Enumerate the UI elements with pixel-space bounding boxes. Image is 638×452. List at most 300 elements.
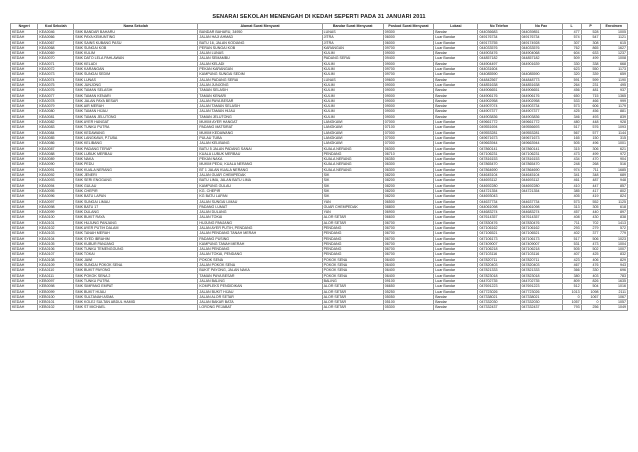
table-cell: JALAN ALOR SETAR — [198, 294, 322, 299]
table-cell: 044702735 — [520, 278, 562, 283]
table-cell: KEDAH — [11, 278, 38, 283]
table-cell: 948 — [600, 178, 627, 183]
table-cell: ALOR SETAR — [322, 289, 383, 294]
table-cell: 502 — [581, 247, 600, 252]
table-cell: KULIM — [322, 72, 383, 77]
table-cell: 06500 — [383, 199, 434, 204]
table-cell: JALAN PENDANG — [198, 247, 322, 252]
table-cell: 248 — [562, 162, 581, 167]
table-row — [11, 305, 628, 310]
table-cell: BATU LIMA, JALAN BATU LIMA — [198, 178, 322, 183]
table-cell: PENDANG — [322, 252, 383, 257]
table-cell: TAMAN SELASIH — [198, 88, 322, 93]
table-cell: Luar Bandar — [434, 268, 478, 273]
table-cell: 044906651 — [520, 88, 562, 93]
table-cell: 476 — [581, 263, 600, 268]
table-cell: 044085590 — [478, 72, 520, 77]
table-cell: 049553281 — [478, 130, 520, 135]
table-cell: SMK TOKAI — [74, 252, 198, 257]
table-cell: 377 — [581, 231, 600, 236]
table-cell: 857 — [600, 183, 627, 188]
table-cell: KEDAH — [11, 151, 38, 156]
table-cell: 440 — [581, 210, 600, 215]
table-cell: JALAN TAMAN HIJAU — [198, 109, 322, 114]
table-cell: JALAN BUKIT HIJAU — [198, 289, 322, 294]
table-cell: 09000 — [383, 61, 434, 66]
table-cell: 044904497 — [478, 61, 520, 66]
table-cell: 493 — [581, 114, 600, 119]
table-cell: 1005 — [600, 30, 627, 35]
table-cell: SMK KEDAWANG — [74, 130, 198, 135]
table-cell: Bandar — [434, 51, 478, 56]
table-cell: BUKIT PAYONG, JALAN NAKA — [198, 268, 322, 273]
document-title: SENARAI SEKOLAH MENENGAH DI KEDAH SEPERTI PADA 31 JANUARI 2011 — [212, 14, 426, 20]
table-cell: KUALA LUBUK MERBAU — [198, 151, 322, 156]
table-cell: 05250 — [383, 289, 434, 294]
table-cell: 330 — [562, 61, 581, 66]
table-cell: JITRA — [322, 35, 383, 40]
table-cell: KEDAH — [11, 135, 38, 140]
table-cell: 618 — [600, 204, 627, 209]
table-cell: KEDAH — [11, 178, 38, 183]
table-cell: 456 — [562, 88, 581, 93]
table-cell: 049553281 — [520, 130, 562, 135]
table-cell: Luar Bandar — [434, 82, 478, 87]
table-cell: 974 — [562, 167, 581, 172]
table-cell: KOMPLEKS PENDIDIKAN — [198, 284, 322, 289]
table-cell: 1049 — [600, 305, 627, 310]
table-cell: PENDANG — [322, 151, 383, 156]
table-cell: 05050 — [383, 294, 434, 299]
table-cell: 08200 — [383, 173, 434, 178]
table-cell: 047409007 — [478, 241, 520, 246]
table-cell: 423 — [562, 257, 581, 262]
table-cell: 047106521 — [520, 231, 562, 236]
table-cell: 044721354 — [520, 188, 562, 193]
table-cell: 044033576 — [520, 45, 562, 50]
table-cell: 09000 — [383, 51, 434, 56]
table-cell: 047823018 — [478, 273, 520, 278]
table-cell: 1016 — [600, 284, 627, 289]
table-cell: 06700 — [383, 236, 434, 241]
table-cell: KEDAH — [11, 167, 38, 172]
table-cell: Bandar — [434, 104, 478, 109]
table-cell: LANGKAWI — [322, 141, 383, 146]
table-cell: 487 — [581, 178, 600, 183]
table-cell: 499 — [581, 151, 600, 156]
table-cell: 696 — [600, 268, 627, 273]
table-cell: 044851638 — [478, 82, 520, 87]
table-cell: 466 — [581, 98, 600, 103]
table-cell: Luar Bandar — [434, 273, 478, 278]
table-cell: 047332030 — [520, 300, 562, 305]
table-cell: 572 — [600, 225, 627, 230]
table-cell: 07000 — [383, 120, 434, 125]
table-cell: 044693043 — [478, 194, 520, 199]
table-cell: SMK BUKIT RAYA — [74, 215, 198, 220]
table-cell: Luar Bandar — [434, 72, 478, 77]
table-cell: 07100 — [383, 125, 434, 130]
table-cell: 047860141 — [478, 146, 520, 151]
table-cell: BALING — [322, 278, 383, 283]
table-cell: PENDANG — [322, 225, 383, 230]
table-cell: SMK TAMAN SELASIH — [74, 88, 198, 93]
table-cell: KEDAH — [11, 130, 38, 135]
table-cell: KULIM — [322, 93, 383, 98]
table-cell: KEA0102 — [38, 225, 74, 230]
table-cell: 049663944 — [478, 141, 520, 146]
table-cell: KEA0091 — [38, 167, 74, 172]
table-cell: 047338021 — [478, 294, 520, 299]
table-cell: KG. CHEPIR — [198, 188, 322, 193]
table-cell: 049176734 — [478, 35, 520, 40]
table-cell: 829 — [600, 257, 627, 262]
column-header: No Telefon — [478, 24, 520, 30]
table-cell: 308 — [581, 40, 600, 45]
table-cell: SMK KELADI — [74, 61, 198, 66]
table-cell: 049551694 — [478, 125, 520, 130]
table-cell: KEA0082 — [38, 120, 74, 125]
table-cell: KEA0098 — [38, 204, 74, 209]
table-cell: 044683274 — [520, 210, 562, 215]
table-cell: Luar Bandar — [434, 188, 478, 193]
table-cell: KEA0079 — [38, 104, 74, 109]
table-cell: 689 — [600, 173, 627, 178]
table-cell: SMK DATO LELA PAHLAWAN — [74, 56, 198, 61]
table-cell: 047332437 — [520, 305, 562, 310]
table-cell: Luar Bandar — [434, 199, 478, 204]
table-cell: 047106162 — [478, 225, 520, 230]
table-cell: 783 — [600, 273, 627, 278]
table-cell: 1121 — [600, 35, 627, 40]
table-cell: SMK PEDU — [74, 162, 198, 167]
table-cell: 824 — [600, 194, 627, 199]
table-cell: 044693112 — [478, 178, 520, 183]
table-cell: 047614357 — [478, 215, 520, 220]
table-cell: KEA0071 — [38, 61, 74, 66]
table-cell: 09700 — [383, 72, 434, 77]
table-cell: KEDAH — [11, 210, 38, 215]
table-cell: 506 — [581, 236, 600, 241]
table-cell: 574 — [562, 35, 581, 40]
table-cell: Bandar — [434, 88, 478, 93]
table-cell: 05300 — [383, 305, 434, 310]
table-cell: 715 — [581, 93, 600, 98]
table-cell: SMK SYED IBRAHIM — [74, 236, 198, 241]
table-cell: KEDAH — [11, 88, 38, 93]
table-cell: 047338021 — [520, 294, 562, 299]
table-cell: 047332437 — [478, 305, 520, 310]
table-cell: 047106231 — [478, 151, 520, 156]
table-cell: Luar Bandar — [434, 146, 478, 151]
table-cell: 509 — [562, 56, 581, 61]
table-cell: 1008 — [600, 56, 627, 61]
table-cell: SMK POKOK SENA 2 — [74, 273, 198, 278]
table-cell: KEDAH — [11, 56, 38, 61]
table-cell: Luar Bandar — [434, 284, 478, 289]
table-cell: JALAN SUNGAI LIMAU — [198, 199, 322, 204]
table-cell: KEB0101 — [38, 300, 74, 305]
table-cell: 448 — [581, 120, 600, 125]
table-cell: 434 — [562, 157, 581, 162]
table-cell: ALOR SETAR — [322, 220, 383, 225]
table-cell: SMK KUBUR PANJANG — [74, 241, 198, 246]
table-cell: Bandar — [434, 98, 478, 103]
table-cell: Luar Bandar — [434, 130, 478, 135]
table-cell: 604 — [562, 51, 581, 56]
table-cell: 1093 — [600, 125, 627, 130]
table-cell: 402 — [562, 231, 581, 236]
table-cell: JALAN PADANG SERAI — [198, 77, 322, 82]
table-cell: 779 — [600, 231, 627, 236]
table-cell: PENDANG — [322, 241, 383, 246]
table-cell: KEA0080 — [38, 109, 74, 114]
table-cell: 044683274 — [478, 210, 520, 215]
table-cell: 047723026 — [520, 289, 562, 294]
table-cell: 044851638 — [520, 82, 562, 87]
table-cell: 044904068 — [520, 51, 562, 56]
table-cell: KULIM — [322, 98, 383, 103]
table-cell: 049174928 — [520, 40, 562, 45]
table-cell: 315 — [562, 146, 581, 151]
table-cell: 1057 — [600, 300, 627, 305]
table-cell: 517 — [562, 125, 581, 130]
table-cell: 047816153 — [478, 157, 520, 162]
table-cell: SMK AIR MERAH — [74, 104, 198, 109]
table-cell: 802 — [600, 188, 627, 193]
table-cell: SMK SULTANAH ASMA — [74, 294, 198, 299]
table-cell: 315 — [600, 135, 627, 140]
table-cell: KEA0103 — [38, 231, 74, 236]
table-cell: 047106218 — [478, 247, 520, 252]
table-cell: 528 — [581, 30, 600, 35]
table-cell: 473 — [581, 241, 600, 246]
table-cell: Luar Bandar — [434, 67, 478, 72]
table-cell: 505 — [562, 141, 581, 146]
table-cell: Luar Bandar — [434, 162, 478, 167]
table-cell: 047820403 — [520, 263, 562, 268]
table-cell: 268 — [581, 162, 600, 167]
table-cell: Bandar — [434, 305, 478, 310]
table-cell: 049671673 — [520, 135, 562, 140]
table-cell: KEA0076 — [38, 88, 74, 93]
table-cell: 044645104 — [520, 173, 562, 178]
table-cell: KEA0090 — [38, 162, 74, 167]
table-cell: PENDANG — [322, 231, 383, 236]
table-cell: Luar Bandar — [434, 241, 478, 246]
table-cell: 480 — [562, 120, 581, 125]
table-cell: Luar Bandar — [434, 252, 478, 257]
table-cell: 1365 — [600, 93, 627, 98]
table-cell: TAMAN PAYA BESAR — [198, 273, 322, 278]
school-table — [10, 23, 628, 311]
table-cell: KEA0087 — [38, 146, 74, 151]
table-cell: 047830476 — [478, 220, 520, 225]
table-cell: KULIM — [322, 88, 383, 93]
table-cell: Luar Bandar — [434, 125, 478, 130]
table-cell: KEA0078 — [38, 98, 74, 103]
table-cell: 08200 — [383, 188, 434, 193]
table-cell: 044901639 — [520, 61, 562, 66]
table-cell: 09700 — [383, 45, 434, 50]
table-cell: KEDAH — [11, 204, 38, 209]
table-cell: 385 — [562, 188, 581, 193]
table-cell: KEA0083 — [38, 125, 74, 130]
table-cell: KEDAH — [11, 120, 38, 125]
table-cell: 348 — [581, 173, 600, 178]
table-cell: KEDAH — [11, 141, 38, 146]
table-cell: HUJUNG PANJANG — [198, 220, 322, 225]
table-cell: KEDAH — [11, 183, 38, 188]
table-cell: PENDANG — [322, 236, 383, 241]
table-cell: SMK LANGKAWI, P.TUBA — [74, 135, 198, 140]
column-header: Bandar Surat Menyurat — [322, 24, 383, 30]
table-cell: LANGKAWI — [322, 130, 383, 135]
table-cell: 499 — [581, 56, 600, 61]
table-cell: 06710 — [383, 151, 434, 156]
table-cell: 08200 — [383, 183, 434, 188]
table-cell: 547 — [581, 35, 600, 40]
table-cell: 09100 — [383, 278, 434, 283]
table-cell: 044903734 — [520, 104, 562, 109]
table-cell: 467 — [562, 263, 581, 268]
table-cell: KEDAH — [11, 40, 38, 45]
table-cell: KEDAH — [11, 215, 38, 220]
table-cell: KEDAH — [11, 35, 38, 40]
table-cell: 044061098 — [520, 204, 562, 209]
table-cell: KEDAH — [11, 225, 38, 230]
table-cell: 621 — [600, 146, 627, 151]
table-cell: 044857182 — [478, 56, 520, 61]
table-cell: 047106173 — [520, 236, 562, 241]
table-cell: 832 — [600, 252, 627, 257]
table-cell: KULIM — [322, 51, 383, 56]
table-cell: SMK AYER PUTIH DALAM — [74, 225, 198, 230]
table-cell: 044031604 — [478, 67, 520, 72]
table-cell: 044061098 — [478, 204, 520, 209]
table-cell: Bandar — [434, 77, 478, 82]
table-cell: 1023 — [600, 236, 627, 241]
table-cell: KAMPUNG GULAU — [198, 183, 322, 188]
table-cell: 049663944 — [520, 141, 562, 146]
table-cell: 419 — [581, 194, 600, 199]
table-cell: Bandar — [434, 30, 478, 35]
table-cell: 231 — [581, 82, 600, 87]
table-cell: 1237 — [600, 51, 627, 56]
table-cell: 999 — [600, 98, 627, 103]
table-cell: 044907074 — [478, 104, 520, 109]
table-cell: KEA0092 — [38, 173, 74, 178]
table-cell: ALOR SETAR — [322, 300, 383, 305]
table-cell: JALAN BAKAR BATA — [198, 300, 322, 305]
table-cell: 044702735 — [478, 278, 520, 283]
table-cell: KEDAH — [11, 284, 38, 289]
table-cell: 1004 — [600, 241, 627, 246]
table-cell: KEA0069 — [38, 51, 74, 56]
table-cell: 0 — [562, 294, 581, 299]
table-cell: TAMAN KENARI — [198, 93, 322, 98]
table-cell: 09400 — [383, 56, 434, 61]
table-cell: 06300 — [383, 162, 434, 167]
table-cell: Luar Bandar — [434, 263, 478, 268]
table-cell: KEA0108 — [38, 257, 74, 262]
table-cell: 05100 — [383, 300, 434, 305]
table-cell: 826 — [581, 278, 600, 283]
table-cell: SMK TAMAN JELUTONG — [74, 114, 198, 119]
table-cell: SMK CHEPIR — [74, 188, 198, 193]
table-cell: 06350 — [383, 157, 434, 162]
table-cell: 591 — [562, 77, 581, 82]
table-cell: PADANG SERAI — [322, 56, 383, 61]
table-cell: Luar Bandar — [434, 120, 478, 125]
table-cell: SMK BATU 17 — [74, 204, 198, 209]
table-cell: KEA0066 — [38, 35, 74, 40]
table-cell: KEDAH — [11, 82, 38, 87]
table-cell: 09600 — [383, 77, 434, 82]
table-cell: 044903836 — [478, 114, 520, 119]
table-cell: Bandar — [434, 294, 478, 299]
table-cell: SIK — [322, 194, 383, 199]
table-cell: 405 — [562, 194, 581, 199]
table-cell: KEA0096 — [38, 194, 74, 199]
table-cell: 711 — [562, 220, 581, 225]
table-cell: 447 — [581, 183, 600, 188]
table-cell: 615 — [600, 40, 627, 45]
table-cell: 937 — [600, 88, 627, 93]
table-cell: PENDANG — [322, 247, 383, 252]
table-cell: KULIM — [322, 61, 383, 66]
table-cell: 047723026 — [478, 289, 520, 294]
table-cell: 044907377 — [520, 109, 562, 114]
table-cell: SMK BANDAR BAHARU — [74, 30, 198, 35]
table-cell: KAMPUNG SUNGAI SEDIM — [198, 72, 322, 77]
table-cell: MUKIM PEDU, KUALA NERANG — [198, 162, 322, 167]
table-cell: 517 — [562, 236, 581, 241]
table-cell: JALAN AYER PUTIH, PENDANG — [198, 225, 322, 230]
table-cell: KEA0099 — [38, 210, 74, 215]
table-cell: ALOR SETAR — [322, 305, 383, 310]
table-cell: LUNAS — [322, 30, 383, 35]
table-cell: 461 — [562, 178, 581, 183]
table-cell: SMK KUALA NERANG — [74, 167, 198, 172]
table-cell: 06400 — [383, 268, 434, 273]
table-cell: 320 — [562, 72, 581, 77]
table-cell: 047106162 — [520, 225, 562, 230]
table-cell: 550 — [581, 67, 600, 72]
table-cell: 047821333 — [520, 268, 562, 273]
table-cell: 481 — [581, 88, 600, 93]
table-cell: BANDAR BAHARU, 34950 — [198, 30, 322, 35]
table-cell: KEDAH — [11, 305, 38, 310]
table-cell: Luar Bandar — [434, 289, 478, 294]
table-cell: KEA0074 — [38, 77, 74, 82]
table-cell: KEDAH — [11, 194, 38, 199]
table-cell: KEDAH — [11, 273, 38, 278]
table-cell: 09000 — [383, 114, 434, 119]
column-header: Negeri — [11, 24, 38, 30]
table-cell: SMK NAKA — [74, 157, 198, 162]
table-cell: 496 — [581, 141, 600, 146]
table-cell: 577 — [581, 130, 600, 135]
table-cell: 881 — [600, 109, 627, 114]
table-cell: 339 — [581, 72, 600, 77]
table-cell: 044906651 — [478, 88, 520, 93]
table-cell: KEA0109 — [38, 263, 74, 268]
table-cell: 470 — [581, 157, 600, 162]
table-cell: KEA0093 — [38, 178, 74, 183]
table-cell: 762 — [562, 45, 581, 50]
table-cell: Luar Bandar — [434, 45, 478, 50]
